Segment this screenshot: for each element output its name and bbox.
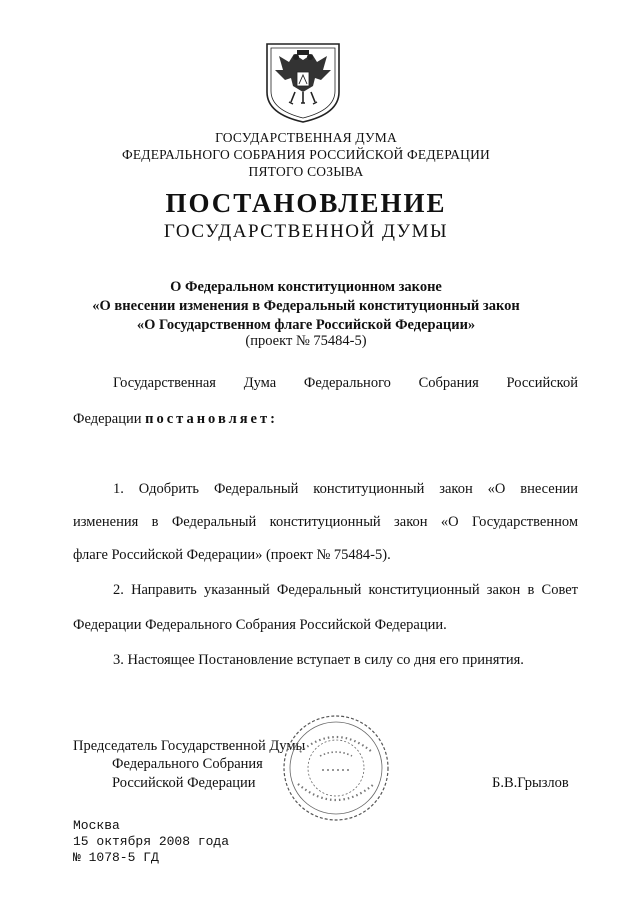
org-name-line2: ФЕДЕРАЛЬНОГО СОБРАНИЯ РОССИЙСКОЙ ФЕДЕРАЦИИ — [122, 147, 490, 162]
project-number: (проект № 75484-5) — [245, 333, 367, 349]
subject-line1: О Федеральном конституционном законе — [170, 279, 442, 295]
official-seal-stamp — [280, 712, 392, 824]
signatory-title-line1: Председатель Государственной Думы — [73, 738, 306, 754]
intro-line1: Государственная Дума Федерального Собрания Российской — [113, 375, 578, 391]
subject-line3: «О Государственном флаге Российской Федерации» — [136, 317, 476, 333]
intro-decides-emphasis: постановляет: — [145, 411, 278, 427]
issue-city: Москва — [73, 818, 120, 833]
item1-line1: 1. Одобрить Федеральный конституционный закон «О внесении — [113, 481, 578, 497]
signatory-title-line2: Федерального Собрания — [112, 756, 263, 772]
item2-line1: 2. Направить указанный Федеральный конституционный закон в Совет — [113, 582, 578, 598]
item3-line1: 3. Настоящее Постановление вступает в силу со дня его принятия. — [113, 652, 524, 668]
coat-of-arms-emblem — [263, 40, 343, 124]
item2-line2: Федерации Федерального Собрания Российской Федерации. — [73, 617, 447, 633]
org-name-line1: ГОСУДАРСТВЕННАЯ ДУМА — [215, 130, 397, 145]
signatory-name: Б.В.Грызлов — [492, 775, 569, 791]
item1-line3: флаге Российской Федерации» (проект № 75484-5). — [73, 547, 391, 563]
intro-line2 — [73, 411, 578, 428]
subject-line2: «О внесении изменения в Федеральный конституционный закон — [92, 298, 520, 314]
signatory-title-line3: Российской Федерации — [112, 775, 256, 791]
document-type-heading: ПОСТАНОВЛЕНИЕ — [165, 188, 447, 218]
intro-line2-prefix: Федерации — [73, 411, 142, 427]
org-convocation: ПЯТОГО СОЗЫВА — [248, 164, 364, 179]
issue-date: 15 октября 2008 года — [73, 834, 230, 849]
item1-line2: изменения в Федеральный конституционный закон «О Государственном — [73, 514, 578, 530]
document-subtitle: ГОСУДАРСТВЕННОЙ ДУМЫ — [163, 221, 449, 242]
resolution-number: № 1078-5 ГД — [73, 850, 159, 865]
